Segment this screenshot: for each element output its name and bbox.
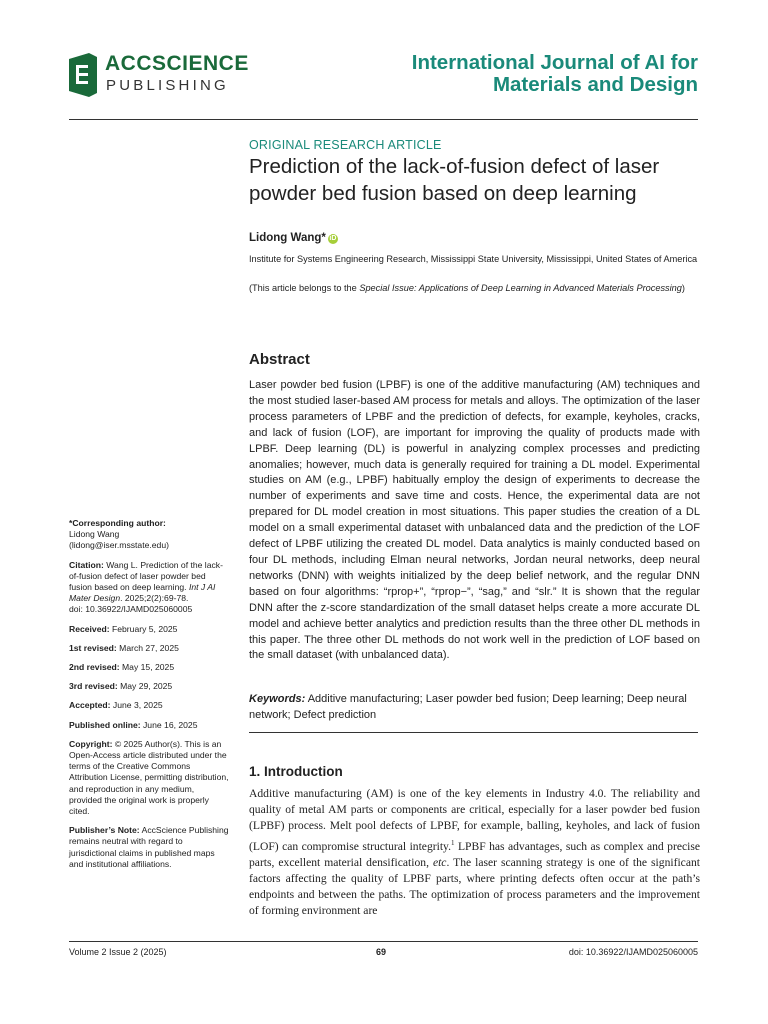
received-value: February 5, 2025 — [109, 623, 178, 634]
special-issue-note — [249, 282, 701, 294]
reference-link[interactable]: 1 — [451, 838, 455, 847]
publisher-name: ACCSCIENCE — [105, 52, 249, 75]
citation-journal: Int J AI Mater Design — [69, 582, 216, 604]
publisher-note-label: Publisher’s Note: — [69, 825, 140, 836]
author-affiliation: Institute for Systems Engineering Research, Mississippi State University, Mississippi, United States of America — [249, 254, 698, 264]
received-date — [69, 624, 229, 635]
publisher-note-text: AccScience Publishing remains neutral with regard to jurisdictional claims in published maps and institutional affiliations. — [69, 825, 229, 869]
citation-text: Wang L. Prediction of the lack-of-fusion defect of laser powder bed fusion based on deep learning. — [69, 559, 223, 593]
published-date — [69, 720, 229, 731]
received-label: Received: — [69, 623, 110, 634]
abstract-heading: Abstract — [249, 351, 310, 368]
introduction-heading: 1. Introduction — [249, 764, 343, 779]
revised2-label: 2nd revised: — [69, 662, 120, 673]
page-number: 69 — [376, 947, 387, 957]
abstract-body: Laser powder bed fusion (LPBF) is one of the additive manufacturing (AM) techniques and the most studied laser-based AM process for metals and alloys. The optimization of the laser process parameters of LPBF and the prediction of defects, for example, keyholes, cracks, and lack of fusion (LOF), are important for improving the quality of products made with LPBF. Deep learning (DL) is powerful in analyzing complex processes and predicting anomalies; however, much data is generally required for training a DL model. Experimental studies on AM (e.g., LPBF) habitually employ the design of experiments to decrease the number of experiments and save time and costs. Hence, the experimental data are not prepared for DL model creation in most situations. This paper studies the creation of a DL model on a small experimental dataset with unbalanced data and the prediction of the LOF defect of LPBF utilizing the created DL model. Data analytics is mainly conducted based on four DL methods, including Elman neural networks, Jordan neural networks, deep neural networks (DNN) with weights initialized by the deep belief network, and the regular DNN based on four algorithms: “rprop+”, “rprop−”, “sag,” and “slr.” It is shown that the regular DNN after the z-score standardization of the small dataset helps create a more accurate DL model and achieve better analytics and prediction results than the three other DL methods in this paper. The three other DL methods do not work well in the prediction of LOF based on the small dataset (with unbalanced data). — [249, 379, 700, 662]
revised2-value: May 15, 2025 — [119, 662, 175, 673]
introduction-body — [249, 786, 700, 919]
header-divider — [69, 119, 698, 120]
footer-doi[interactable]: doi: 10.36922/IJAMD025060005 — [568, 947, 698, 957]
publisher-logo — [69, 50, 249, 100]
revised3-value: May 29, 2025 — [117, 681, 173, 692]
author-line — [249, 232, 338, 244]
corresponding-name: Lidong Wang — [69, 529, 120, 540]
orcid-icon[interactable]: iD — [329, 235, 337, 242]
footer-divider — [69, 941, 698, 942]
citation-doi[interactable]: doi: 10.36922/IJAMD025060005 — [69, 604, 193, 615]
accepted-label: Accepted: — [69, 700, 111, 711]
accepted-value: June 3, 2025 — [110, 700, 163, 711]
journal-title-line1: International Journal of AI for — [411, 51, 698, 74]
copyright-text: © 2025 Author(s). This is an Open-Access article distributed under the terms of the Creative Commons Attribution License, permitting distribution, and reproduction in any medium, provided the original work is properly cited. — [69, 738, 229, 817]
special-issue-suffix: ) — [681, 283, 685, 293]
revised2-date — [69, 662, 229, 673]
article-sidebar — [69, 518, 229, 878]
revised1-label: 1st revised: — [69, 642, 117, 653]
author-name: Lidong Wang* — [249, 232, 326, 244]
article-type: ORIGINAL RESEARCH ARTICLE — [249, 138, 442, 152]
published-label: Published online: — [69, 719, 141, 730]
article-title: Prediction of the lack-of-fusion defect of laser powder bed fusion based on deep learning — [249, 155, 660, 205]
revised1-value: March 27, 2025 — [116, 642, 179, 653]
citation-label: Citation: — [69, 559, 104, 570]
citation — [69, 560, 229, 616]
corresponding-email[interactable]: (lidong@iser.msstate.edu) — [69, 540, 169, 551]
publisher-subname: PUBLISHING — [106, 77, 229, 94]
footer-volume: Volume 2 Issue 2 (2025) — [69, 947, 167, 957]
special-issue-prefix: (This article belongs to the — [249, 283, 360, 293]
special-issue-name: Special Issue: Applications of Deep Learning in Advanced Materials Processing — [359, 283, 682, 293]
journal-title — [358, 52, 698, 96]
revised1-date — [69, 643, 229, 654]
copyright — [69, 739, 229, 817]
publisher-note — [69, 825, 229, 870]
intro-text-3: . The laser scanning strategy is one of the significant factors affecting the quality of LPBF parts, where printing defects often occur at the path’s endpoints and between the paths. The optimization of process parameters and the improvement of forming environment are — [249, 855, 700, 918]
intro-etc: etc — [432, 855, 447, 869]
corresponding-author — [69, 518, 229, 552]
accepted-date — [69, 700, 229, 711]
corresponding-label: *Corresponding author: — [69, 518, 166, 528]
copyright-label: Copyright: — [69, 738, 113, 749]
published-value: June 16, 2025 — [140, 719, 198, 730]
keywords — [249, 691, 700, 723]
publisher-logo-icon — [69, 53, 97, 97]
keywords-divider — [249, 732, 698, 733]
citation-tail: . 2025;2(2):69-78. — [120, 593, 189, 604]
revised3-label: 3rd revised: — [69, 681, 118, 692]
journal-title-line2: Materials and Design — [492, 73, 698, 96]
intro-text-2: LPBF has advantages, such as complex and precise parts, excellent material densification, — [249, 839, 700, 869]
revised3-date — [69, 681, 229, 692]
keywords-list: Additive manufacturing; Laser powder bed fusion; Deep learning; Deep neural network; Defect prediction — [249, 693, 687, 721]
intro-text-1: Additive manufacturing (AM) is one of the key elements in Industry 4.0. The reliability and quality of metal AM parts or components are critical, especially for a laser powder bed fusion (LPBF) process. Melt pool defects of LPBF, for example, balling, keyholes, and lack of fusion (LOF) can compromise structural integrity. — [249, 787, 700, 853]
keywords-label: Keywords: — [249, 693, 306, 705]
